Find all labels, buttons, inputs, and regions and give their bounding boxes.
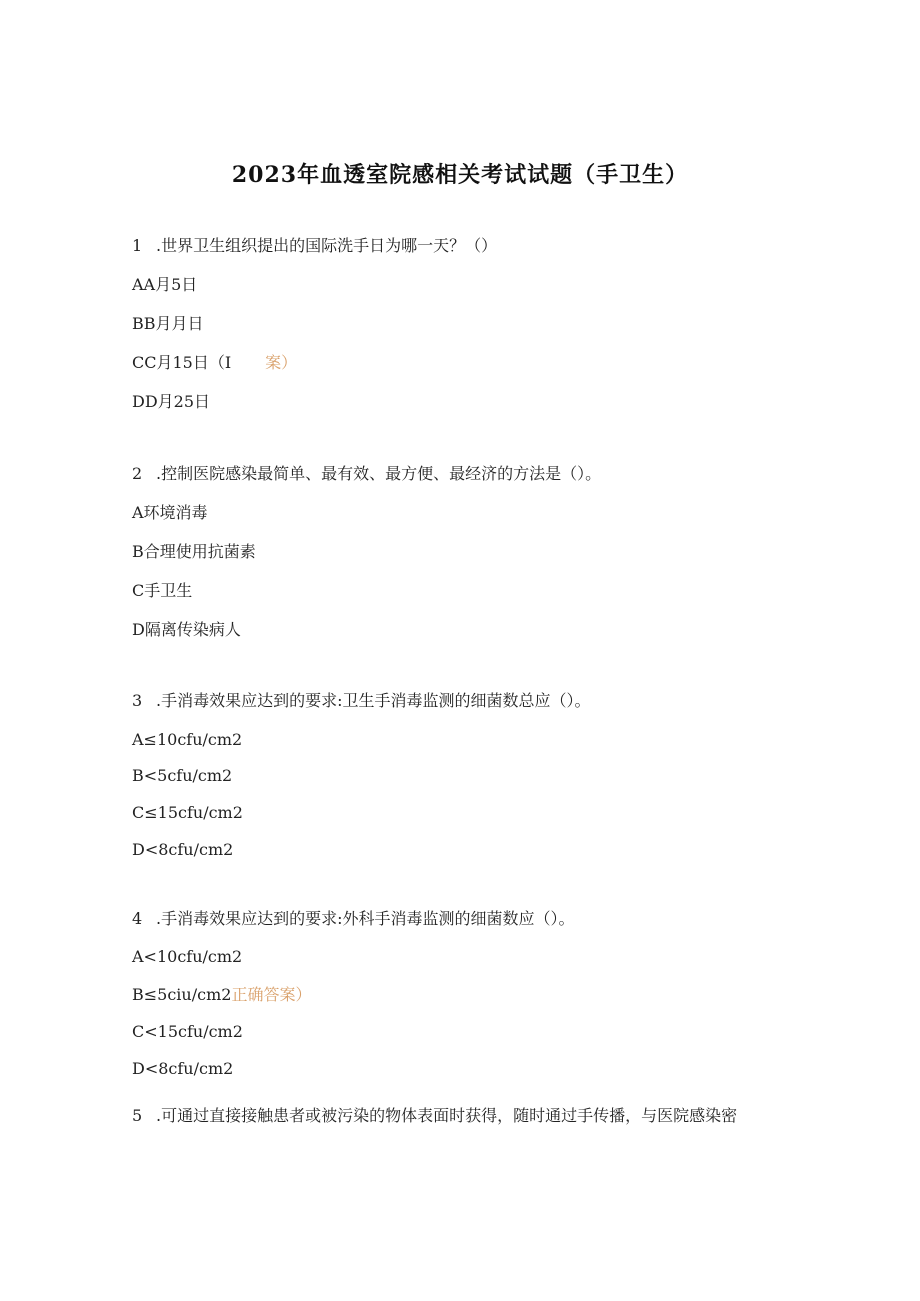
q3-option-d bbox=[132, 840, 233, 860]
q3-option-b bbox=[132, 766, 232, 786]
q3-option-c bbox=[132, 803, 243, 823]
question-2 bbox=[132, 464, 601, 484]
q4-option-b bbox=[132, 985, 311, 1005]
question-number: 5 bbox=[132, 1106, 143, 1125]
q2-option-d bbox=[132, 620, 241, 640]
option-text: AA月5日 bbox=[132, 275, 198, 294]
question-text: .世界卫生组织提出的国际洗手日为哪一天？（） bbox=[156, 236, 498, 255]
question-number: 3 bbox=[132, 691, 143, 710]
option-text: B≤5ciu/cm2 bbox=[132, 985, 232, 1004]
q2-option-c bbox=[132, 581, 192, 601]
q4-option-d bbox=[132, 1059, 233, 1079]
q2-option-a bbox=[132, 503, 208, 523]
question-5 bbox=[132, 1106, 737, 1126]
question-3 bbox=[132, 691, 590, 711]
q2-option-b bbox=[132, 542, 256, 562]
question-1 bbox=[132, 236, 497, 256]
option-text: CC月15日（I bbox=[132, 353, 232, 372]
document-title: 2023年血透室院感相关考试试题（手卫生） bbox=[231, 162, 689, 188]
question-number: 1 bbox=[132, 236, 143, 255]
answer-note: 案） bbox=[265, 353, 298, 372]
q4-option-c bbox=[132, 1022, 243, 1042]
q1-option-a bbox=[132, 275, 197, 295]
option-text: D<8cfu/cm2 bbox=[132, 1059, 234, 1078]
question-text: .手消毒效果应达到的要求:卫生手消毒监测的细菌数总应（）。 bbox=[156, 691, 591, 710]
q4-option-a bbox=[132, 947, 242, 967]
question-number: 4 bbox=[132, 909, 143, 928]
option-text: B合理使用抗菌素 bbox=[132, 542, 256, 561]
option-text: A≤10cfu/cm2 bbox=[132, 730, 243, 749]
question-4 bbox=[132, 909, 574, 929]
option-text: DD月25日 bbox=[132, 392, 211, 411]
option-text: BB月月日 bbox=[132, 314, 204, 333]
question-text: .手消毒效果应达到的要求:外科手消毒监测的细菌数应（）。 bbox=[156, 909, 575, 928]
option-text: B<5cfu/cm2 bbox=[132, 766, 233, 785]
q1-option-b bbox=[132, 314, 204, 334]
q1-option-d bbox=[132, 392, 210, 412]
question-text: .控制医院感染最简单、最有效、最方便、最经济的方法是（）。 bbox=[156, 464, 602, 483]
q3-option-a bbox=[132, 730, 242, 750]
answer-note: 正确答案） bbox=[231, 985, 312, 1004]
option-text: A环境消毒 bbox=[132, 503, 208, 522]
question-number: 2 bbox=[132, 464, 143, 483]
option-text: D<8cfu/cm2 bbox=[132, 840, 234, 859]
question-text: .可通过直接接触患者或被污染的物体表面时获得，随时通过手传播，与医院感染密 bbox=[156, 1106, 738, 1125]
option-text: D隔离传染病人 bbox=[132, 620, 241, 639]
q1-option-c bbox=[132, 353, 297, 373]
option-text: C<15cfu/cm2 bbox=[132, 1022, 243, 1041]
option-text: C手卫生 bbox=[132, 581, 193, 600]
option-text: C≤15cfu/cm2 bbox=[132, 803, 243, 822]
option-text: A<10cfu/cm2 bbox=[132, 947, 243, 966]
